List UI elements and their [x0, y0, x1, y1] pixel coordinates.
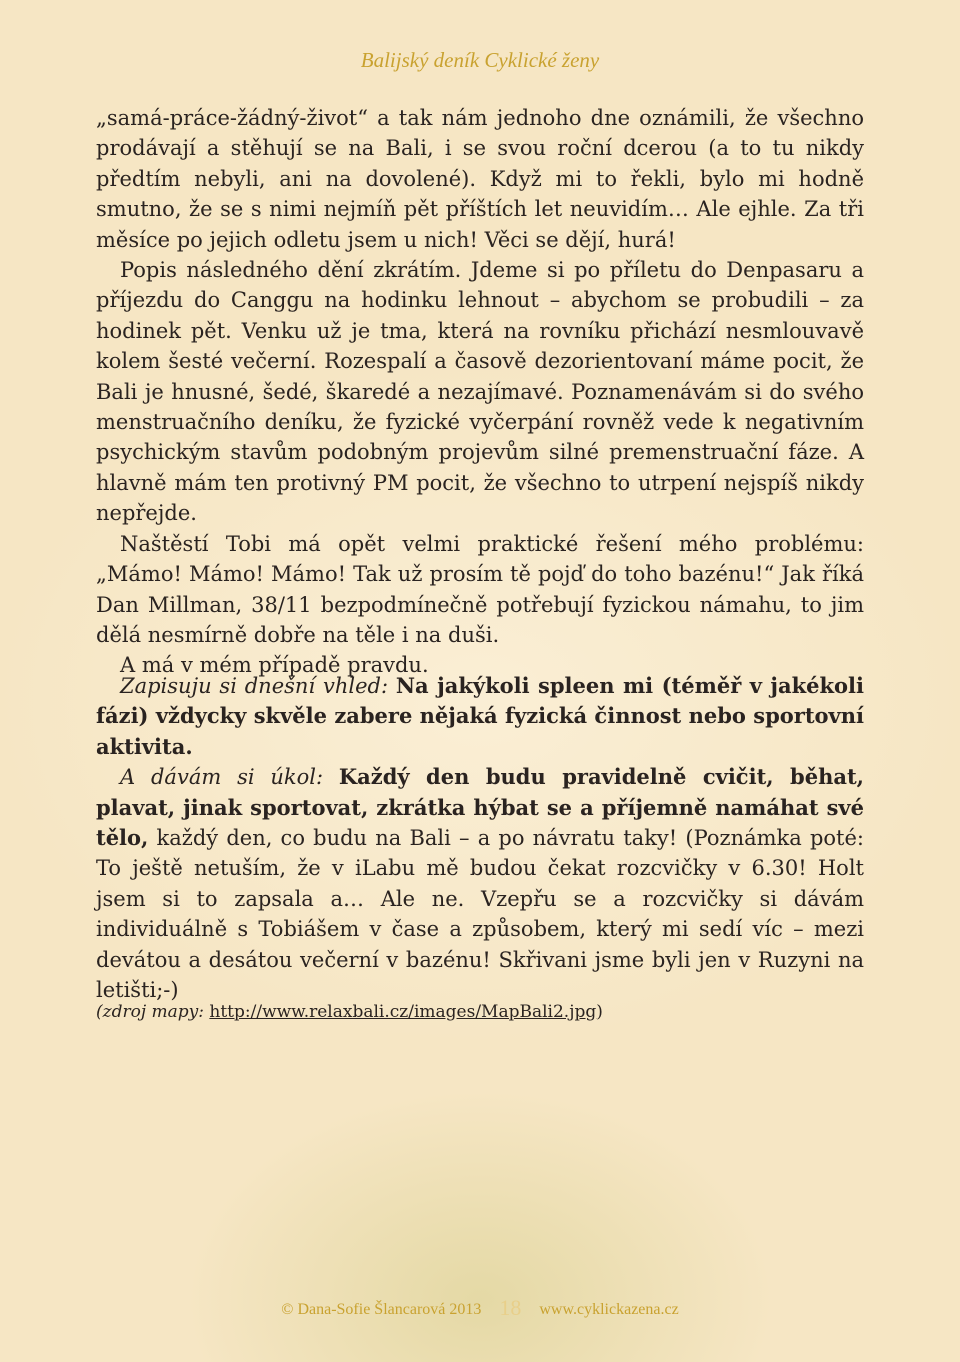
insight-section [96, 671, 864, 1005]
page-footer [0, 1295, 960, 1321]
map-source-note [96, 997, 864, 1027]
footer-copyright: © Dana-Sofie Šlancarová 2013 [281, 1301, 482, 1318]
body-text [96, 103, 864, 681]
paragraph: „samá-práce-žádný-život“ a tak nám jednoho dne oznámili, že všechno prodávají a stěhují se na Bali, i se svou roční dcerou (a to tu nikdy předtím nebyli, ani na dovolené). Když mi to řekli, bylo mi hodně smutno, že se s nimi nejmíň pět příštích let neuvidím… Ale ejhle. Za tři měsíce po jejich odletu jsem u nich! Věci se dějí, hurá! [96, 106, 864, 252]
task-label: A dávám si úkol: [120, 765, 324, 790]
task-text: každý den, co budu na Bali – a po návratu taky! (Poznámka poté: To ještě netuším, že v iLabu mě budou čekat rozcvičky v 6.30! Holt jsem si to zapsala a… Ale ne. Vzepřu se a rozcvičky si dávám individuálně s Tobiášem v čase a způsobem, který mi sedí víc – mezi devátou a desátou večerní v bazénu! Skřivani jsme byli jen v Ruzyni na letišti;-) [96, 826, 864, 1003]
running-head: Balijský deník Cyklické ženy [360, 48, 600, 72]
footer-website: www.cyklickazena.cz [539, 1301, 679, 1318]
source-label: (zdroj mapy: [96, 1002, 204, 1022]
source-link[interactable]: http://www.relaxbali.cz/images/MapBali2.jpg [209, 1002, 597, 1022]
source-close: ) [596, 1002, 603, 1022]
page-number: 18 [499, 1295, 522, 1320]
insight-paragraph [96, 671, 864, 762]
task-paragraph [96, 762, 864, 1005]
paragraph: A má v mém případě pravdu. [120, 653, 429, 678]
paragraph: Popis následného dění zkrátím. Jdeme si po příletu do Denpasaru a příjezdu do Canggu na hodinku lehnout – abychom se probudili – za hodinek pět. Venku už je tma, která na rovníku přichází nesmlouvavě kolem šesté večerní. Rozespalí a časově dezorientovaní máme pocit, že Bali je hnusné, šedé, škaredé a nezajímavé. Poznamenávám si do svého menstruačního deníku, že fyzické vyčerpání rovněž vede k negativním psychickým stavům podobným projevům silné premenstruační fáze. A hlavně mám ten protivný PM pocit, že všechno to utrpení nejspíš nikdy nepřejde. [96, 258, 864, 526]
paragraph: Naštěstí Tobi má opět velmi praktické řešení mého problému: „Mámo! Mámo! Mámo! Tak už prosím tě pojď do toho bazénu!“ Jak říká Dan Millman, 38/11 bezpodmínečně potřebují fyzickou námahu, to jim dělá nesmírně dobře na těle i na duši. [96, 531, 864, 647]
insight-text: Na jakýkoli spleen mi (téměř v jakékoli fázi) vždycky skvěle zabere nějaká fyzická činnost nebo sportovní aktivita. [96, 673, 864, 759]
task-bold-text: Každý den budu pravidelně cvičit, běhat, plavat, jinak sportovat, zkrátka hýbat se a příjemně namáhat své tělo, [96, 764, 864, 851]
insight-label: Zapisuju si dnešní vhled: [120, 674, 389, 698]
